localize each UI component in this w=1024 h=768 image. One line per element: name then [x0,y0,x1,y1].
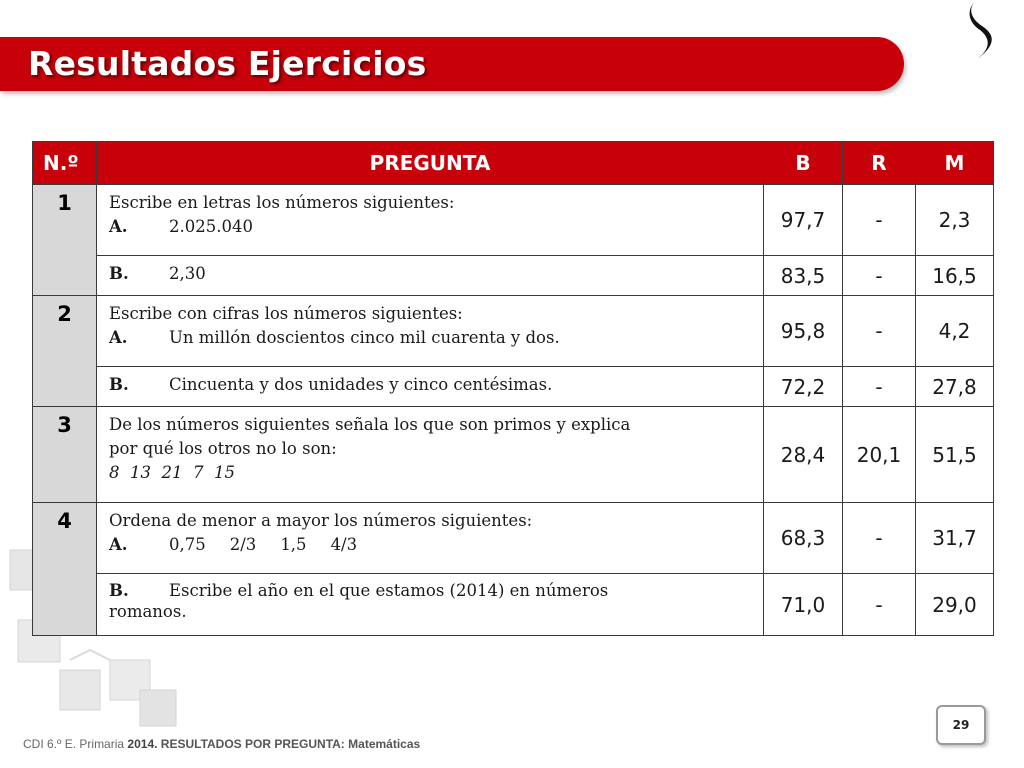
question-number: 4 [33,503,97,636]
value-b: 71,0 [764,574,843,636]
question-number: 3 [33,407,97,503]
option-text: 2,30 [169,264,206,283]
question-text [97,296,764,367]
question-number: 1 [33,185,97,296]
option-text: Escribe el año en el que estamos (2014) en números [169,581,609,600]
value-r: - [843,503,916,574]
value-b: 72,2 [764,367,843,407]
table-header-row [33,142,994,185]
value-b: 83,5 [764,256,843,296]
option-text: Cincuenta y dos unidades y cinco centésimas. [169,375,553,394]
footer-subject: Matemáticas [348,737,421,751]
question-statement: por qué los otros no lo son: [109,438,337,458]
option-value: 4/3 [330,534,358,554]
footer [23,737,420,751]
question-statement: Escribe con cifras los números siguientes: [109,304,463,323]
page-title: Resultados Ejercicios [28,44,427,83]
question-text [97,503,764,574]
option-label: B. [109,264,129,283]
value-r: - [843,367,916,407]
value-m: 51,5 [916,407,994,503]
value-r: - [843,296,916,367]
question-statement: Ordena de menor a mayor los números siguientes: [109,511,533,530]
option-value: 1,5 [280,534,307,554]
footer-year: 2014. [127,737,158,751]
value-b: 97,7 [764,185,843,256]
value-m: 16,5 [916,256,994,296]
option-label: B. [109,581,129,600]
value-m: 29,0 [916,574,994,636]
value-m: 4,2 [916,296,994,367]
question-text [97,185,764,256]
header-b: B [764,142,843,185]
value-m: 27,8 [916,367,994,407]
option-label: A. [109,216,128,236]
option-text-continued: romanos. [109,602,187,622]
question-text [97,256,764,296]
table-row [33,256,994,296]
value-m: 31,7 [916,503,994,574]
value-m: 2,3 [916,185,994,256]
question-text [97,407,764,503]
number-list: 8 13 21 7 15 [109,462,235,482]
header-r: R [843,142,916,185]
swoosh-logo-icon [958,0,1006,62]
option-label: A. [109,534,128,554]
header-question: PREGUNTA [97,142,764,185]
table-row [33,503,994,574]
option-value: 0,75 [169,534,206,554]
value-b: 28,4 [764,407,843,503]
question-text [97,574,764,636]
table-row [33,367,994,407]
option-value: 2/3 [229,534,257,554]
option-text: Un millón doscientos cinco mil cuarenta y dos. [169,327,560,347]
option-text: 2.025.040 [169,216,253,236]
footer-section: RESULTADOS POR PREGUNTA: [160,737,345,751]
table-row [33,574,994,636]
question-text [97,367,764,407]
table-row [33,296,994,367]
table-row [33,407,994,503]
value-b: 95,8 [764,296,843,367]
header-number: N.º [33,142,97,185]
option-label: B. [109,375,129,394]
question-statement: De los números siguientes señala los que son primos y explica [109,415,631,434]
value-b: 68,3 [764,503,843,574]
header-m: M [916,142,994,185]
page-number: 29 [936,705,986,745]
value-r: - [843,256,916,296]
value-r: - [843,574,916,636]
value-r: 20,1 [843,407,916,503]
question-statement: Escribe en letras los números siguientes: [109,193,455,212]
value-r: - [843,185,916,256]
results-table [32,141,994,636]
table-row [33,185,994,256]
footer-prefix: CDI 6.º E. Primaria [23,737,125,751]
question-number: 2 [33,296,97,407]
option-label: A. [109,327,128,347]
